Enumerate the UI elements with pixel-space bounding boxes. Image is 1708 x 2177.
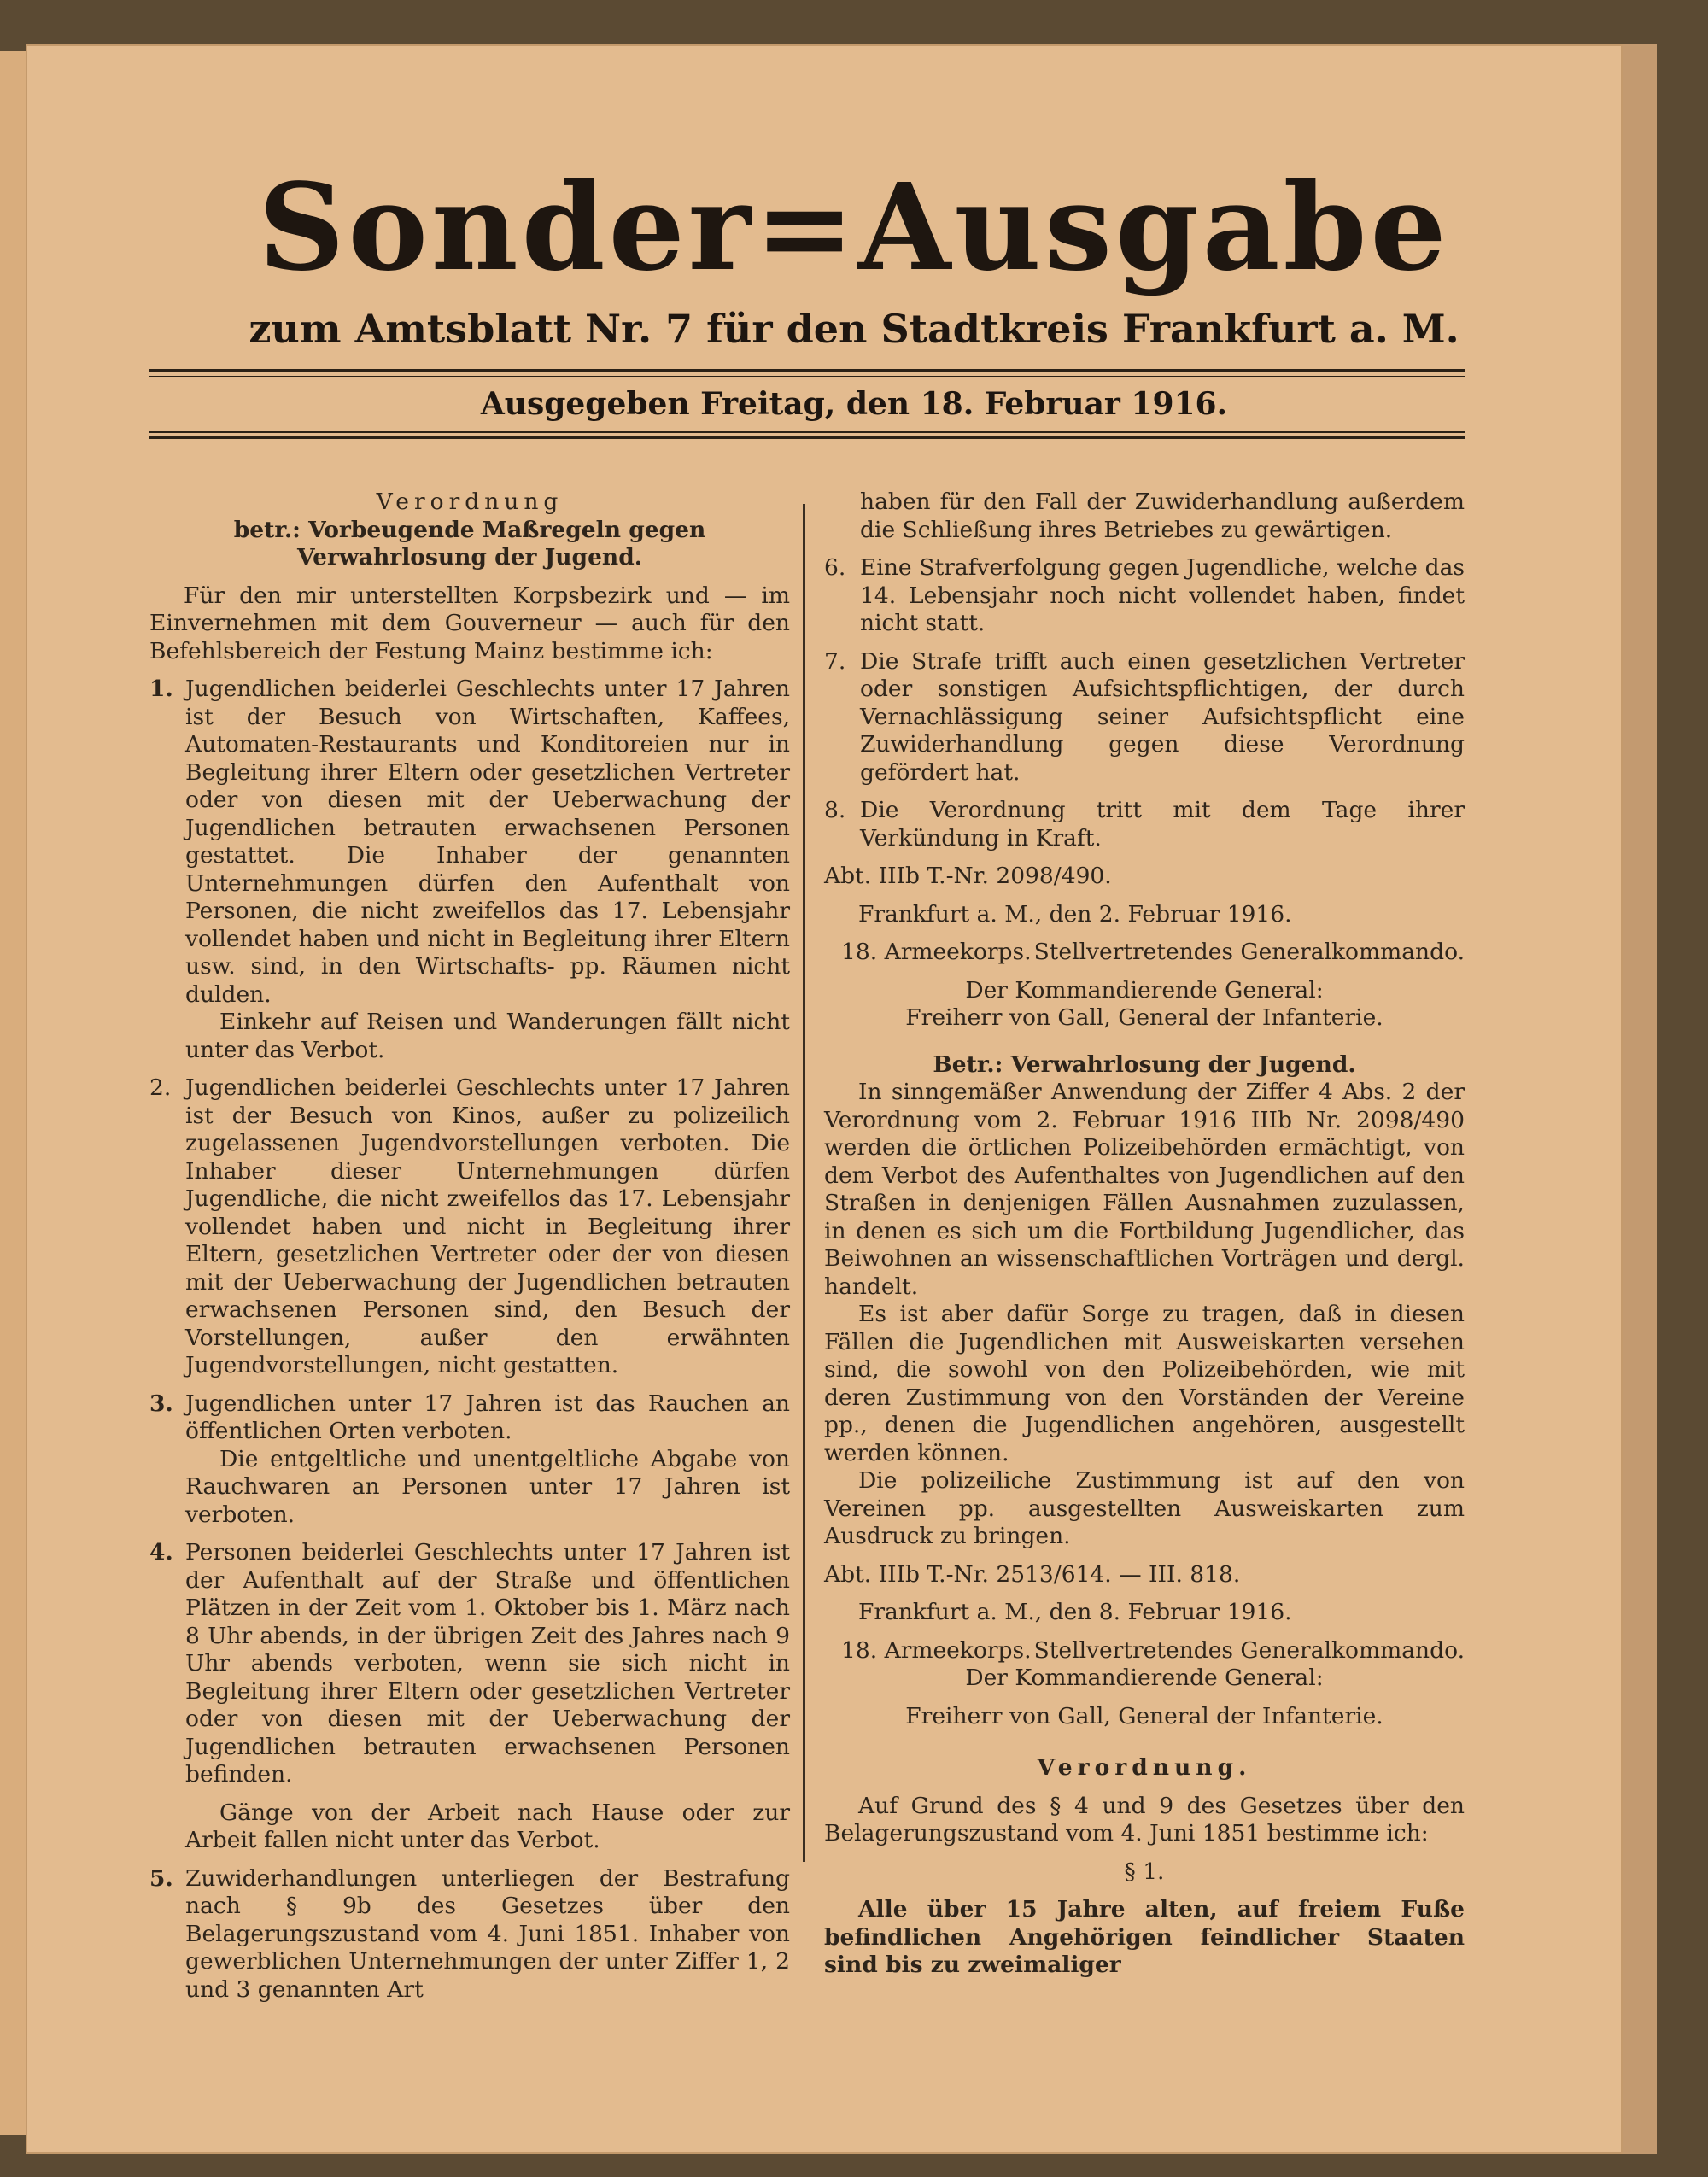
right-page-edge: [1623, 44, 1657, 2154]
reference-number-2: Abt. IIIb T.-Nr. 2513/614. — III. 818.: [824, 1560, 1241, 1588]
column-divider: [803, 504, 805, 1862]
ordinance-intro: Für den mir unterstellten Korpsbezirk und — im Einvernehmen mit dem Gouverneur — auch für den Befehlsbereich der Festung Mainz bestimme ich:: [149, 582, 790, 664]
right-column: [824, 489, 1465, 1980]
item-number: 3.: [149, 1390, 173, 1417]
general-title-2: Der Kommandierende General:: [965, 1665, 1324, 1691]
ordinance-item-2: [149, 1074, 790, 1380]
command-name: Stellvertretendes Generalkommando.: [1033, 939, 1465, 965]
paragraph-3: Auf Grund des § 4 und 9 des Gesetzes über den Belagerungszustand vom 4. Juni 1851 bestimme ich:: [824, 1792, 1465, 1846]
ordinance-item-1: [149, 676, 790, 1009]
item-text: Personen beiderlei Geschlechts unter 17 Jahren ist der Aufenthalt auf der Straße und öffentlichen Plätzen in der Zeit vom 1. Oktober bis 1. März nach 8 Uhr abends, in der übrigen Zeit des Jahres nach 9 Uhr abends verboten, wenn sie sich nicht in Begleitung ihrer Eltern oder gesetzlichen Vertreter oder von diesen mit der Ueberwachung der Jugendlichen betrauten erwachsenen Personen befinden.: [185, 1539, 790, 1788]
ordinance-item-4: [149, 1539, 790, 1789]
reference-number-1: Abt. IIIb T.-Nr. 2098/490.: [824, 863, 1112, 889]
left-column: [149, 489, 790, 2004]
section-heading: § 1.: [1124, 1858, 1165, 1885]
item-text: Jugendlichen unter 17 Jahren ist das Rauchen an öffentlichen Orten verboten.: [185, 1390, 790, 1444]
masthead-rule-top-thin: [149, 376, 1465, 377]
ordinance-item-3-note: Die entgeltliche und unentgeltliche Abgabe von Rauchwaren an Personen unter 17 Jahren ist verboten.: [185, 1445, 790, 1528]
item-number: 4.: [149, 1539, 173, 1565]
masthead-rule-bottom: [149, 436, 1465, 439]
corps-name: 18. Armeekorps.: [841, 1636, 1032, 1664]
ordinance-heading: Verordnung: [376, 489, 564, 515]
issue-date: Ausgegeben Freitag, den 18. Februar 1916.: [480, 386, 1228, 422]
general-title-1: Der Kommandierende General:: [965, 976, 1324, 1004]
ordinance-item-1-note: Einkehr auf Reisen und Wanderungen fällt nicht unter das Verbot.: [185, 1009, 790, 1063]
signature-2: Freiherr von Gall, General der Infanterie.: [905, 1702, 1383, 1729]
subject-2: Betr.: Verwahrlosung der Jugend.: [933, 1050, 1356, 1078]
item-text: haben für den Fall der Zuwiderhandlung außerdem die Schließung ihres Betriebes zu gewärtigen.: [860, 489, 1465, 543]
item-number: 1.: [149, 676, 173, 702]
corps-name: 18. Armeekorps.: [841, 939, 1032, 965]
ordinance-item-6: [824, 554, 1465, 638]
place-date-2: Frankfurt a. M., den 8. Februar 1916.: [858, 1599, 1292, 1625]
signature-1: Freiherr von Gall, General der Infanterie.: [905, 1004, 1383, 1031]
item-text: Zuwiderhandlungen unterliegen der Bestrafung nach § 9b des Gesetzes über den Belagerungszustand vom 4. Juni 1851. Inhaber von gewerblichen Unternehmungen der unter Ziffer 1, 2 und 3 genannten Art: [185, 1864, 790, 2003]
item-text: Die Verordnung tritt mit dem Tage ihrer Verkündung in Kraft.: [860, 797, 1465, 851]
paragraph-4: Alle über 15 Jahre alten, auf freiem Fuße befindlichen Angehörigen feindlicher Staaten sind bis zu zweimaliger: [824, 1896, 1465, 1978]
item-number: 8.: [824, 797, 846, 823]
corps-line-1: [824, 939, 1465, 967]
ordinance-item-3: [149, 1390, 790, 1446]
ordinance-item-5-cont: [824, 489, 1465, 544]
ordinance-heading-3: Verordnung.: [1037, 1754, 1252, 1781]
corps-line-2: [824, 1637, 1465, 1665]
item-number: 2.: [149, 1074, 172, 1101]
place-date-1: Frankfurt a. M., den 2. Februar 1916.: [858, 900, 1292, 928]
paragraph-2a: In sinngemäßer Anwendung der Ziffer 4 Abs. 2 der Verordnung vom 2. Februar 1916 IIIb Nr. 2098/490 werden die örtlichen Polizeibehörden ermächtigt, von dem Verbot des Aufenthaltes von Jugendlichen auf den Straßen in denjenigen Fällen Ausnahmen zuzulassen, in denen es sich um die Fortbildung Jugendlicher, das Beiwohnen an wissenschaftlichen Vorträgen und dergl. handelt.: [824, 1079, 1465, 1300]
item-number: 7.: [824, 647, 846, 675]
masthead-title: Sonder=Ausgabe: [258, 158, 1450, 298]
item-number: 5.: [149, 1864, 173, 1892]
item-text: Eine Strafverfolgung gegen Jugendliche, welche das 14. Lebensjahr noch nicht vollendet haben, findet nicht statt.: [860, 554, 1465, 636]
paragraph-2b: Es ist aber dafür Sorge zu tragen, daß in diesen Fällen die Jugendlichen mit Ausweiskarten versehen sind, die sowohl von den Polizeibehörden, wie mit deren Zustimmung von den Vorständen der Vereine pp., denen die Jugendlichen angehören, ausgestellt werden können.: [824, 1301, 1465, 1466]
item-number: 6.: [824, 554, 846, 581]
ordinance-item-4-note: Gänge von der Arbeit nach Hause oder zur Arbeit fallen nicht unter das Verbot.: [185, 1799, 790, 1853]
masthead-rule-bottom-thin: [149, 431, 1465, 433]
ordinance-item-5: [149, 1865, 790, 2004]
masthead-subtitle: zum Amtsblatt Nr. 7 für den Stadtkreis Frankfurt a. M.: [249, 306, 1459, 352]
ordinance-item-7: [824, 648, 1465, 787]
masthead-rule-top: [149, 369, 1465, 372]
paragraph-2c: Die polizeiliche Zustimmung ist auf den von Vereinen pp. ausgestellten Ausweiskarten zum Ausdruck zu bringen.: [824, 1467, 1465, 1549]
ordinance-item-8: [824, 797, 1465, 852]
item-text: Jugendlichen beiderlei Geschlechts unter 17 Jahren ist der Besuch von Wirtschaften, Kaffees, Automaten-Restaurants und Konditoreien nur in Begleitung ihrer Eltern oder gesetzlichen Vertreter oder von diesen mit der Ueberwachung der Jugendlichen betrauten erwachsenen Personen gestattet. Die Inhaber der genannten Unternehmungen dürfen den Aufenthalt von Personen, die nicht zweifellos das 17. Lebensjahr vollendet haben und nicht in Begleitung ihrer Eltern usw. sind, in den Wirtschafts- pp. Räumen nicht dulden.: [185, 676, 790, 1008]
command-name: Stellvertretendes Generalkommando.: [1033, 1636, 1465, 1664]
item-text: Die Strafe trifft auch einen gesetzlichen Vertreter oder sonstigen Aufsichtspflichtigen, der durch Vernachlässigung seiner Aufsichtspflicht eine Zuwiderhandlung gegen diese Verordnung gefördert hat.: [860, 647, 1465, 786]
item-text: Jugendlichen beiderlei Geschlechts unter 17 Jahren ist der Besuch von Kinos, außer zu polizeilich zugelassenen Jugendvorstellungen verboten. Die Inhaber dieser Unternehmungen dürfen Jugendliche, die nicht zweifellos das 17. Lebensjahr vollendet haben und nicht in Begleitung ihrer Eltern, gesetzlichen Vertreter oder der von diesen mit der Ueberwachung der Jugendlichen betrauten erwachsenen Personen sind, den Besuch der Vorstellungen, außer den erwähnten Jugendvorstellungen, nicht gestatten.: [185, 1074, 790, 1378]
ordinance-subject: betr.: Vorbeugende Maßregeln gegen Verwahrlosung der Jugend.: [233, 516, 706, 571]
